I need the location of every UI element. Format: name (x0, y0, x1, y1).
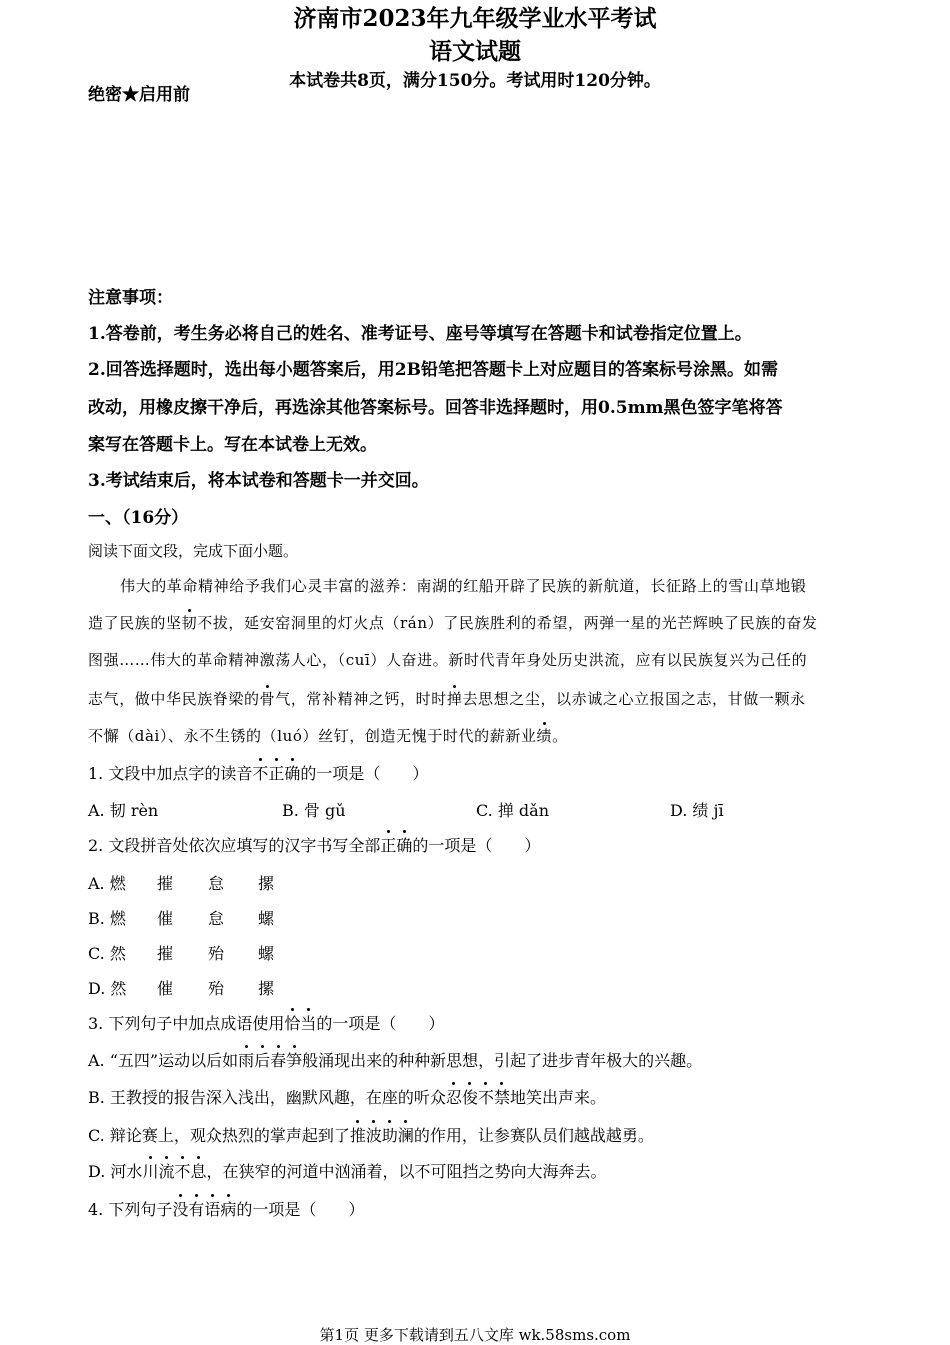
q2-option-c-1: C. 然 (88, 944, 126, 963)
dotted-char: 雨 (238, 1048, 254, 1071)
dotted-char: 韧 (181, 614, 198, 632)
notice-item-2-line-1: 2.回答选择题时，选出每小题答案后，用2B铅笔把答题卡上对应题目的答案标号涂黑。如需 (88, 360, 778, 380)
q1-option-c: C. 掸 dǎn (476, 801, 550, 820)
dotted-char: 掸 (446, 690, 463, 708)
question-3: 3. 下列句子中加点成语使用恰当的一项是（ ） (88, 1011, 444, 1034)
q2-option-c-2: 摧 (157, 944, 174, 963)
question-4: 4. 下列句子没有语病的一项是（ ） (88, 1197, 364, 1220)
question-1: 1. 文段中加点字的读音不正确的一项是（ ） (88, 761, 428, 784)
q2-option-d-3: 殆 (208, 979, 225, 998)
q2-option-d-4: 摞 (258, 979, 275, 998)
dotted-char: 恰 (284, 1011, 300, 1034)
dotted-char: 不 (174, 1159, 190, 1182)
notice-heading: 注意事项： (88, 288, 173, 308)
q2-option-a-1: A. 燃 (88, 874, 126, 893)
q2-option-d-2: 催 (157, 979, 174, 998)
q2-option-b-2: 催 (157, 909, 174, 928)
reading-instruction: 阅读下面文段，完成下面小题。 (88, 542, 299, 560)
notice-item-1: 1.答卷前，考生务必将自己的姓名、准考证号、座号等填写在答题卡和试卷指定位置上。 (88, 324, 752, 344)
passage-line-3: 图强……伟大的革命精神激荡人心，（cuī）人奋进。新时代青年身处历史洪流，应有以民族复兴为己任的 (88, 651, 808, 669)
q2-option-a-2: 摧 (157, 874, 174, 893)
dotted-char: 禁 (494, 1085, 510, 1108)
q2-option-b-4: 螺 (258, 909, 275, 928)
passage-line-2: 造了民族的坚韧不拔，延安窑洞里的灯火点（rán）了民族胜利的希望，两弹一星的光芒辉映了民族的奋发 (88, 614, 818, 632)
dotted-char: 川 (142, 1159, 158, 1182)
q1-option-a: A. 韧 rèn (88, 801, 159, 820)
exam-title: 济南市2023年九年级学业水平考试 (293, 5, 657, 32)
q2-option-c-3: 殆 (208, 944, 225, 963)
dotted-char: 笋 (286, 1048, 302, 1071)
passage-line-1: 伟大的革命精神给予我们心灵丰富的滋养：南湖的红船开辟了民族的新航道，长征路上的雪山草地锻 (120, 577, 807, 595)
dotted-char: 俊 (462, 1085, 478, 1108)
dotted-char: 确 (396, 833, 412, 856)
dotted-char: 没 (172, 1197, 188, 1220)
dotted-char: 流 (158, 1159, 174, 1182)
section-heading: 一、（16分） (88, 508, 189, 528)
dotted-char: 骨 (259, 690, 276, 708)
dotted-char: 不 (478, 1085, 494, 1108)
page-footer: 第1页 更多下载请到五八文库 wk.58sms.com (319, 1326, 631, 1344)
q2-option-b-1: B. 燃 (88, 909, 126, 928)
dotted-char: 语 (204, 1197, 220, 1220)
q3-option-d: D. 河水川流不息，在狭窄的河道中汹涌着，以不可阻挡之势向大海奔去。 (88, 1159, 607, 1182)
notice-item-3: 3.考试结束后，将本试卷和答题卡一并交回。 (88, 471, 429, 491)
dotted-char: 不 (252, 761, 268, 784)
dotted-char: 确 (284, 761, 300, 784)
dotted-char: 后 (254, 1048, 270, 1071)
q2-option-a-3: 怠 (208, 874, 225, 893)
q2-option-a-4: 摞 (258, 874, 275, 893)
notice-item-2-line-2: 改动，用橡皮擦干净后，再选涂其他答案标号。回答非选择题时，用0.5mm黑色签字笔将答 (88, 398, 783, 418)
dotted-char: 推 (350, 1123, 366, 1146)
q2-option-c-4: 螺 (258, 944, 275, 963)
q1-option-b: B. 骨 gǔ (282, 801, 346, 820)
q3-option-c: C. 辩论赛上，观众热烈的掌声起到了推波助澜的作用，让参赛队员们越战越勇。 (88, 1123, 654, 1146)
dotted-char: 澜 (398, 1123, 414, 1146)
dotted-char: 助 (382, 1123, 398, 1146)
question-2: 2. 文段拼音处依次应填写的汉字书写全部正确的一项是（ ） (88, 833, 540, 856)
dotted-char: 波 (366, 1123, 382, 1146)
q1-option-d: D. 绩 jī (670, 801, 724, 820)
exam-info: 本试卷共8页，满分150分。考试用时120分钟。 (289, 71, 661, 91)
dotted-char: 绩 (536, 727, 553, 745)
dotted-char: 息 (190, 1159, 206, 1182)
exam-subtitle: 语文试题 (429, 38, 521, 65)
notice-item-2-line-3: 案写在答题卡上。写在本试卷上无效。 (88, 435, 377, 455)
passage-line-5: 不懈（dài）、永不生锈的（luó）丝钉，创造无愧于时代的薪新业绩。 (88, 727, 568, 745)
dotted-char: 当 (300, 1011, 316, 1034)
confidential-label: 绝密★启用前 (88, 85, 190, 105)
q3-option-a: A. “五四”运动以后如雨后春笋般涌现出来的种种新思想，引起了进步青年极大的兴趣。 (88, 1048, 702, 1071)
dotted-char: 病 (220, 1197, 236, 1220)
passage-line-4: 志气，做中华民族脊梁的骨气，常补精神之钙，时时掸去思想之尘，以赤诚之心立报国之志，甘做一颗永 (88, 690, 806, 708)
dotted-char: 春 (270, 1048, 286, 1071)
q2-option-d-1: D. 然 (88, 979, 127, 998)
dotted-char: 正 (380, 833, 396, 856)
q3-option-b: B. 王教授的报告深入浅出，幽默风趣，在座的听众忍俊不禁地笑出声来。 (88, 1085, 606, 1108)
q2-option-b-3: 怠 (208, 909, 225, 928)
dotted-char: 有 (188, 1197, 204, 1220)
dotted-char: 正 (268, 761, 284, 784)
dotted-char: 忍 (446, 1085, 462, 1108)
